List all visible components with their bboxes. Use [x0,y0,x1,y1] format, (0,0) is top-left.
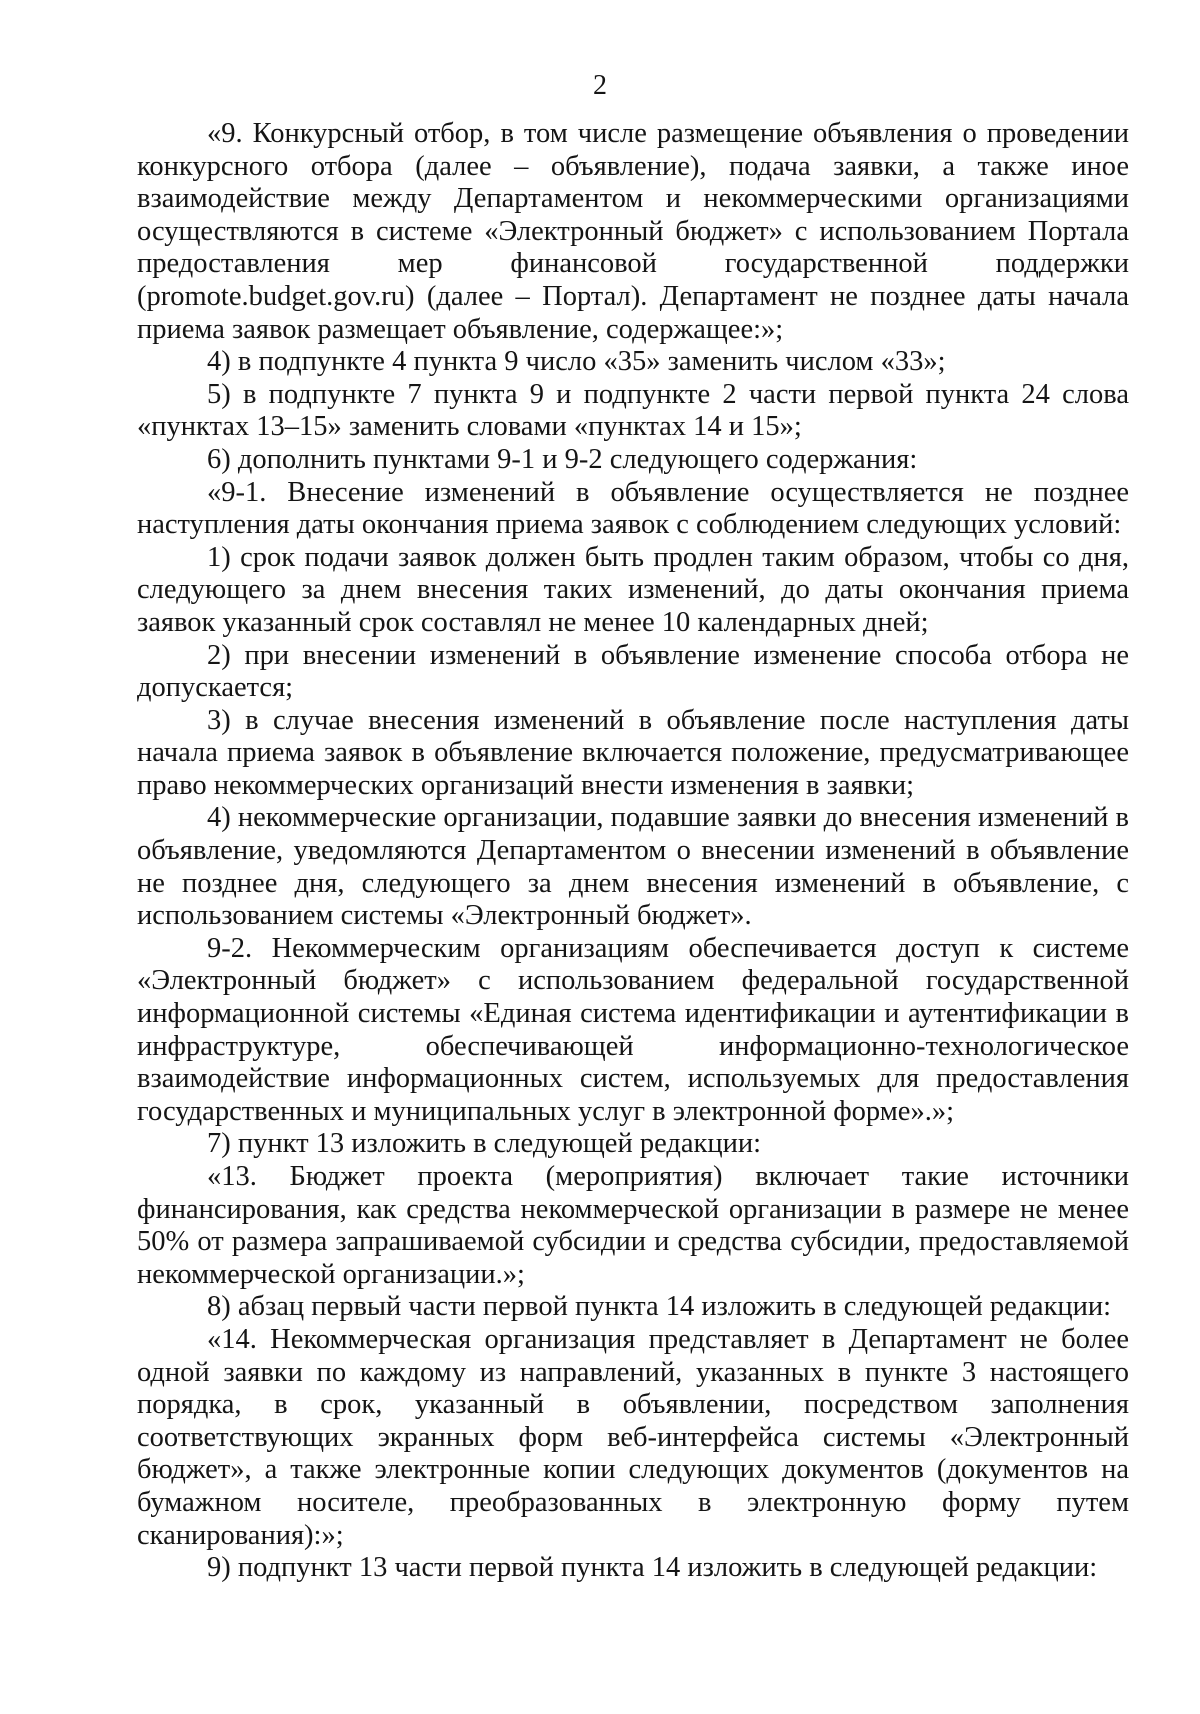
paragraph-item-9-1-intro: «9-1. Внесение изменений в объявление осуществляется не позднее наступления даты окончания приема заявок с соблюдением следующих условий: [137,476,1129,541]
paragraph-amendment-7: 7) пункт 13 изложить в следующей редакции: [207,1128,762,1160]
document-body [137,118,1129,1585]
paragraph-item-9-text: «9. Конкурсный отбор, в том числе размещение объявления о проведении конкурсного отбора (далее – объявление), подача заявки, а также иное взаимодействие между Департаментом и некоммерческими организациями осуществляются в системе «Электронный бюджет» с использованием Портала предоставления мер финансовой государственной поддержки (promote.budget.gov.ru) (далее – Портал). Департамент не позднее даты начала приема заявок размещает объявление, содержащее:»; [137,118,1129,345]
paragraph-item-9-1-condition-4: 4) некоммерческие организации, подавшие заявки до внесения изменений в объявление, уведомляются Департаментом о внесении изменений в объявление не позднее дня, следующего за днем внесения изменений в объявление, с использованием системы «Электронный бюджет». [137,802,1129,932]
paragraph-item-14-text: «14. Некоммерческая организация представляет в Департамент не более одной заявки по каждому из направлений, указанных в пункте 3 настоящего порядка, в срок, указанный в объявлении, посредством заполнения соответствующих экранных форм веб-интерфейса системы «Электронный бюджет», а также электронные копии следующих документов (документов на бумажном носителе, преобразованных в электронную форму путем сканирования):»; [137,1323,1129,1551]
paragraph-amendment-5: 5) в подпункте 7 пункта 9 и подпункте 2 части первой пункта 24 слова «пунктах 13–15» заменить словами «пунктах 14 и 15»; [137,378,1129,443]
paragraph-amendment-4: 4) в подпункте 4 пункта 9 число «35» заменить числом «33»; [207,346,946,378]
paragraph-item-9-1-condition-3: 3) в случае внесения изменений в объявление после наступления даты начала приема заявок в объявление включается положение, предусматривающее право некоммерческих организаций внести изменения в заявки; [137,704,1129,801]
paragraph-amendment-8: 8) абзац первый части первой пункта 14 изложить в следующей редакции: [207,1291,1112,1323]
paragraph-amendment-9: 9) подпункт 13 части первой пункта 14 изложить в следующей редакции: [207,1552,1098,1584]
paragraph-item-9-1-condition-2: 2) при внесении изменений в объявление изменение способа отбора не допускается; [137,639,1129,704]
paragraph-item-9-2: 9-2. Некоммерческим организациям обеспечивается доступ к системе «Электронный бюджет» с использованием федеральной государственной информационной системы «Единая система идентификации и аутентификации в инфраструктуре, обеспечивающей информационно-технологическое взаимодействие информационных систем, используемых для предоставления государственных и муниципальных услуг в электронной форме».»; [137,932,1129,1127]
paragraph-item-13-text: «13. Бюджет проекта (мероприятия) включает такие источники финансирования, как средства некоммерческой организации в размере не менее 50% от размера запрашиваемой субсидии и средства субсидии, предоставляемой некоммерческой организации.»; [137,1161,1129,1290]
page-number: 2 [593,70,607,101]
paragraph-item-9-1-condition-1: 1) срок подачи заявок должен быть продлен таким образом, чтобы со дня, следующего за днем внесения таких изменений, до даты окончания приема заявок указанный срок составлял не менее 10 календарных дней; [137,541,1129,638]
paragraph-amendment-6: 6) дополнить пунктами 9-1 и 9-2 следующего содержания: [207,443,918,475]
